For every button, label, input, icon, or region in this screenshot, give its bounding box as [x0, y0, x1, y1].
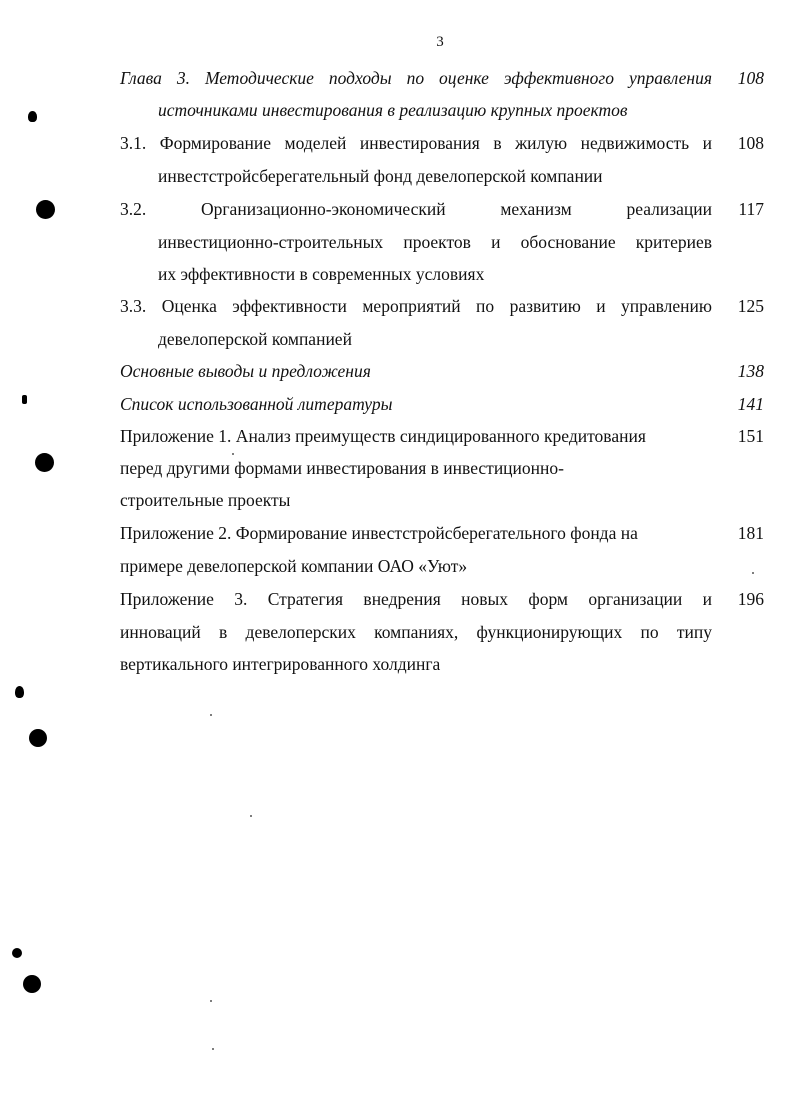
toc-entry-line: Список использованной литературы [120, 394, 393, 414]
binder-hole-mark [28, 111, 37, 122]
toc-entry-line: 3.2. Организационно-экономический механизм реализации [120, 199, 712, 219]
toc-entry-line: инноваций в девелоперских компаниях, функционирующих по типу [120, 622, 712, 642]
toc-page-number: 138 [737, 361, 764, 381]
binder-hole-mark [23, 975, 41, 993]
toc-page-number: 196 [737, 589, 764, 609]
page-number: 3 [436, 34, 444, 50]
binder-hole-mark [36, 200, 55, 219]
toc-entry-line: Приложение 2. Формирование инвестстройсберегательного фонда на [120, 523, 638, 543]
toc-entry-line: Приложение 3. Стратегия внедрения новых форм организации и [120, 589, 712, 609]
toc-entry-line: примере девелоперской компании ОАО «Уют» [120, 556, 468, 576]
toc-entry-line: вертикального интегрированного холдинга [120, 654, 441, 674]
scan-speck [232, 453, 234, 455]
toc-entry-line: перед другими формами инвестирования в инвестиционно- [120, 458, 564, 478]
binder-hole-mark [12, 948, 22, 958]
scan-speck [212, 1048, 214, 1050]
binder-hole-mark [22, 395, 27, 404]
scan-speck [752, 572, 754, 574]
toc-page-number: 108 [737, 68, 764, 88]
toc-entry-line: инвестстройсберегательный фонд девелоперской компании [158, 166, 603, 186]
toc-page-number: 108 [737, 133, 764, 153]
toc-entry-line: Приложение 1. Анализ преимуществ синдицированного кредитования [120, 426, 646, 446]
toc-page-number: 151 [737, 426, 764, 446]
toc-page-number: 141 [737, 394, 764, 414]
scan-speck [210, 714, 212, 716]
toc-entry-line: строительные проекты [120, 490, 291, 510]
toc-entry-line: девелоперской компанией [158, 329, 352, 349]
toc-page-number: 125 [737, 296, 764, 316]
toc-entry-line: инвестиционно-строительных проектов и обоснование критериев [158, 232, 712, 252]
toc-entry-line: 3.3. Оценка эффективности мероприятий по развитию и управлению [120, 296, 712, 316]
binder-hole-mark [15, 686, 24, 698]
binder-hole-mark [29, 729, 47, 747]
toc-page-number: 181 [737, 523, 764, 543]
scan-speck [250, 815, 252, 817]
binder-hole-mark [35, 453, 54, 472]
scan-speck [210, 1000, 212, 1002]
toc-entry-line: 3.1. Формирование моделей инвестирования в жилую недвижимость и [120, 133, 712, 153]
toc-entry-line: Глава 3. Методические подходы по оценке эффективного управления [120, 68, 712, 88]
toc-page-number: 117 [738, 199, 764, 219]
toc-entry-line: Основные выводы и предложения [120, 361, 371, 381]
toc-entry-line: источниками инвестирования в реализацию крупных проектов [158, 100, 628, 120]
toc-entry-line: их эффективности в современных условиях [158, 264, 485, 284]
